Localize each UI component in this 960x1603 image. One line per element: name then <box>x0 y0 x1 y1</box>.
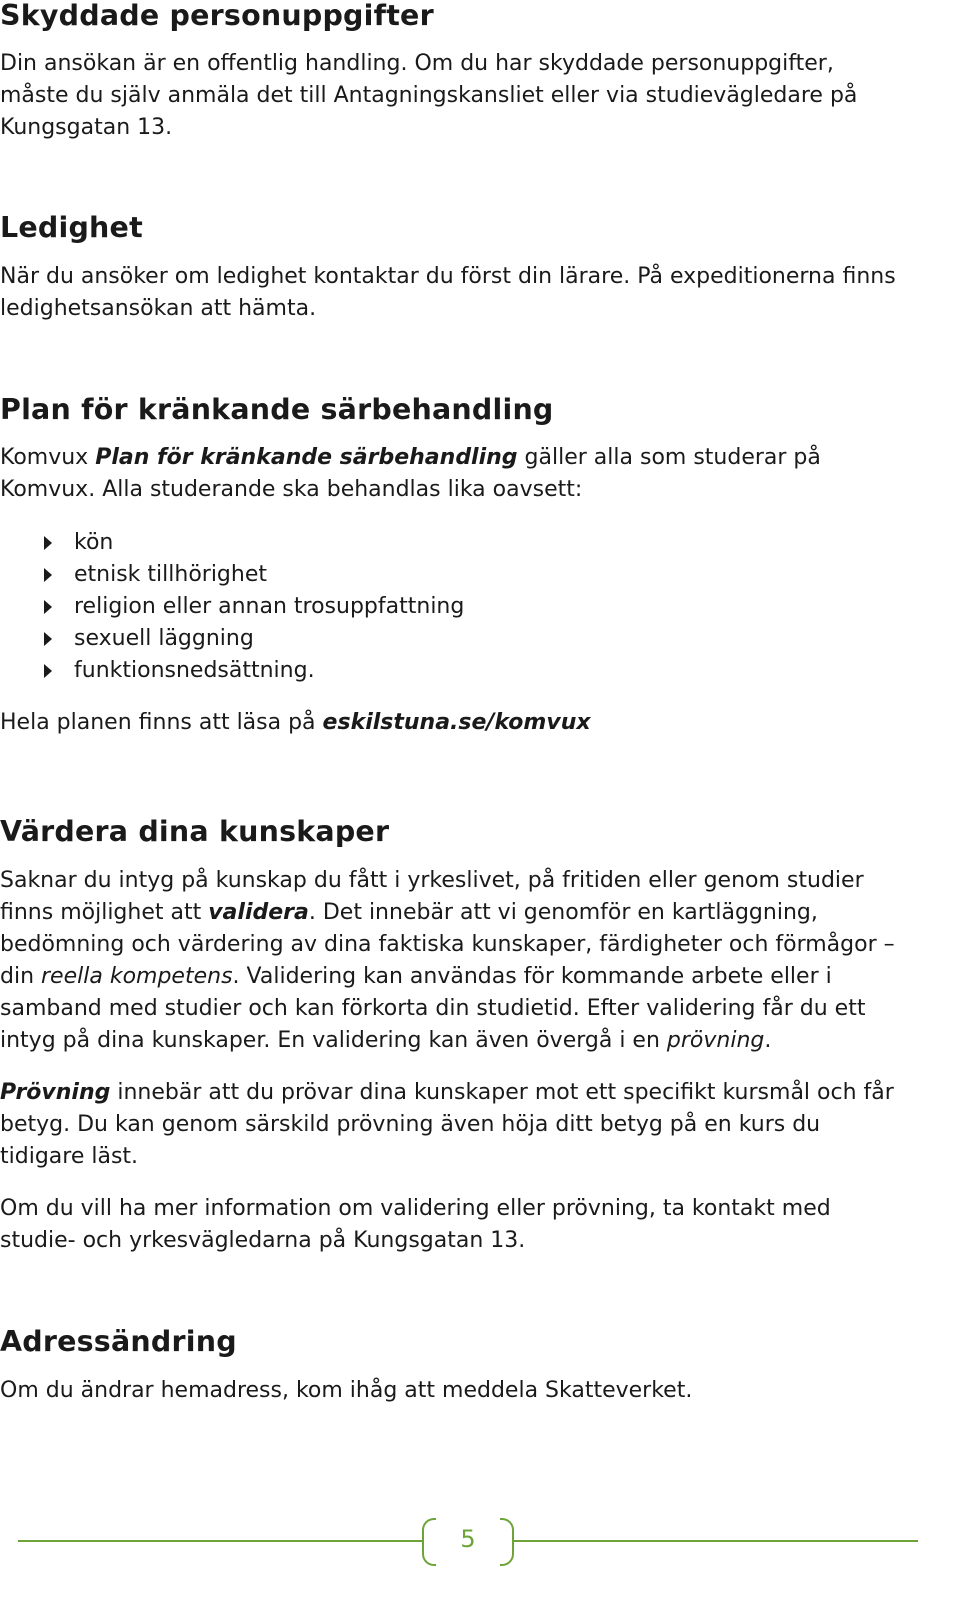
list-item-label: funktionsnedsättning. <box>74 658 315 683</box>
text-line: Saknar du intyg på kunskap du fått i yrkeslivet, på fritiden eller genom studier <box>0 868 864 893</box>
emphasized-plan-title: Plan för kränkande särbehandling <box>95 445 518 470</box>
text-line: Kungsgatan 13. <box>0 115 173 140</box>
footer-rule-left <box>18 1540 422 1542</box>
list-item-label: etnisk tillhörighet <box>74 562 268 587</box>
text-line: studie- och yrkesvägledarna på Kungsgatan 13. <box>0 1228 526 1253</box>
text-run: gäller alla som studerar på <box>517 445 821 470</box>
list-item <box>0 655 464 687</box>
text-run: . Validering kan användas för kommande arbete eller i <box>232 964 832 989</box>
paragraph-skyddade-personuppgifter <box>0 48 950 144</box>
text-line <box>0 897 950 929</box>
list-item-label: sexuell läggning <box>74 626 254 651</box>
text-line: Om du vill ha mer information om validering eller prövning, ta kontakt med <box>0 1196 831 1221</box>
list-item <box>0 527 464 559</box>
text-line: betyg. Du kan genom särskild prövning även höja ditt betyg på en kurs du <box>0 1112 821 1137</box>
komvux-link[interactable]: eskilstuna.se/komvux <box>322 710 591 735</box>
text-line: tidigare läst. <box>0 1144 139 1169</box>
triangle-bullet-icon <box>44 664 52 678</box>
list-item-label: religion eller annan trosuppfattning <box>74 594 465 619</box>
text-line: bedömning och värdering av dina faktiska kunskaper, färdigheter och förmågor – <box>0 932 895 957</box>
text-line <box>0 1077 950 1109</box>
list-item <box>0 591 464 623</box>
heading-vardera-kunskaper: Värdera dina kunskaper <box>0 815 390 848</box>
footer-brace-left <box>422 1518 436 1566</box>
paragraph-adressandring <box>0 1375 950 1407</box>
footer-brace-right <box>500 1518 514 1566</box>
page-number: 5 <box>460 1525 476 1553</box>
bullet-list-grounds <box>0 527 464 687</box>
text-line: Din ansökan är en offentlig handling. Om du har skyddade personuppgifter, <box>0 51 834 76</box>
text-run: intyg på dina kunskaper. En validering kan även övergå i en <box>0 1028 667 1053</box>
paragraph-plan-outro <box>0 707 950 739</box>
text-line <box>0 707 950 739</box>
text-line <box>0 961 950 993</box>
text-line <box>0 442 950 474</box>
text-run: innebär att du prövar dina kunskaper mot ett specifikt kursmål och får <box>110 1080 894 1105</box>
paragraph-provning <box>0 1077 950 1173</box>
text-line: måste du själv anmäla det till Antagningskansliet eller via studievägledare på <box>0 83 858 108</box>
text-run: . Det innebär att vi genomför en kartläggning, <box>308 900 818 925</box>
text-line: Om du ändrar hemadress, kom ihåg att meddela Skatteverket. <box>0 1378 693 1403</box>
text-run: din <box>0 964 42 989</box>
heading-skyddade-personuppgifter: Skyddade personuppgifter <box>0 0 434 32</box>
text-line <box>0 1025 950 1057</box>
paragraph-ledighet <box>0 261 950 325</box>
text-line: ledighetsansökan att hämta. <box>0 296 317 321</box>
text-line: samband med studier och kan förkorta din studietid. Efter validering får du ett <box>0 996 866 1021</box>
text-run: finns möjlighet att <box>0 900 209 925</box>
list-item-label: kön <box>74 530 114 555</box>
list-item <box>0 623 464 655</box>
heading-adressandring: Adressändring <box>0 1325 237 1358</box>
heading-plan-krankande-sarbehandling: Plan för kränkande särbehandling <box>0 393 554 426</box>
text-run: Komvux <box>0 445 96 470</box>
emphasized-validera: validera <box>208 900 309 925</box>
paragraph-validering <box>0 865 950 1057</box>
text-line: Komvux. Alla studerande ska behandlas lika oavsett: <box>0 477 583 502</box>
triangle-bullet-icon <box>44 536 52 550</box>
text-run: . <box>764 1028 772 1053</box>
paragraph-plan-intro <box>0 442 950 506</box>
list-item <box>0 559 464 591</box>
triangle-bullet-icon <box>44 632 52 646</box>
emphasized-reella-kompetens: reella kompetens <box>41 964 233 989</box>
text-run: Hela planen finns att läsa på <box>0 710 323 735</box>
triangle-bullet-icon <box>44 568 52 582</box>
heading-ledighet: Ledighet <box>0 211 143 244</box>
emphasized-provning-term: Prövning <box>0 1080 111 1105</box>
triangle-bullet-icon <box>44 600 52 614</box>
text-line: När du ansöker om ledighet kontaktar du först din lärare. På expeditionerna finns <box>0 264 896 289</box>
footer-rule-right <box>514 1540 918 1542</box>
emphasized-provning: prövning <box>666 1028 765 1053</box>
paragraph-mer-information <box>0 1193 950 1257</box>
